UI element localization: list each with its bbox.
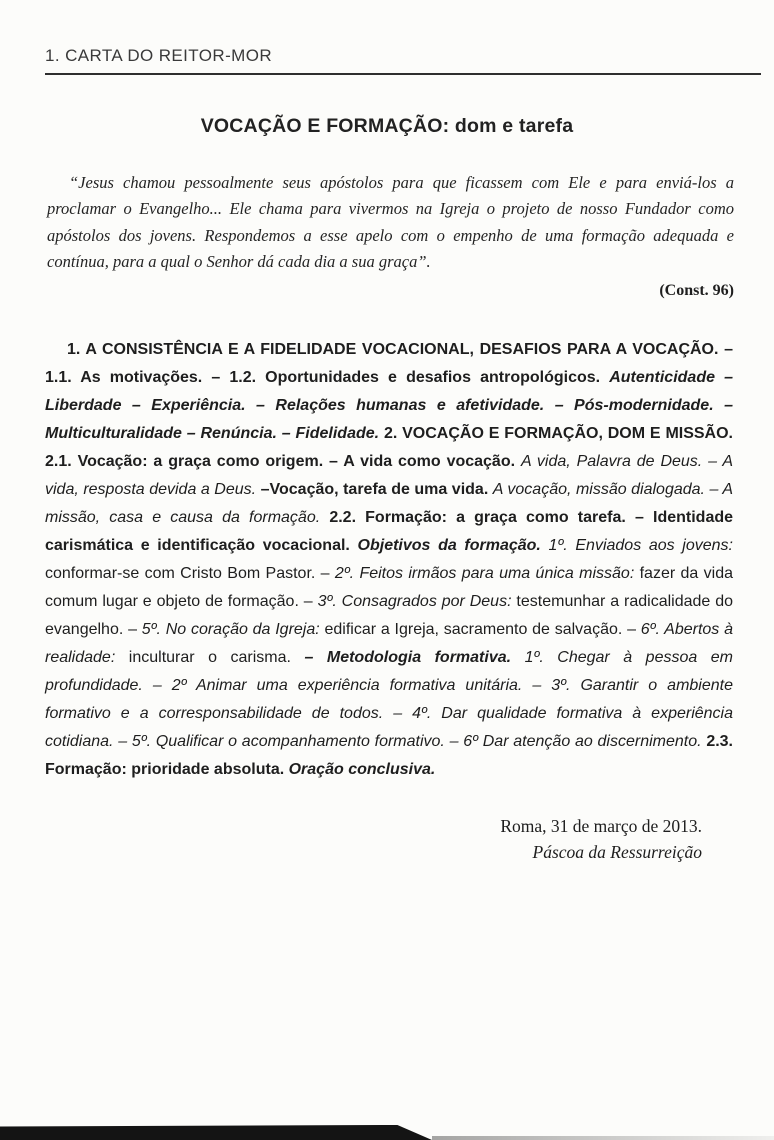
summary-segment: Objetivos da formação.: [357, 536, 549, 554]
summary-segment: inculturar o carisma.: [128, 648, 305, 666]
summary-segment: 1º. Chegar à pessoa em profundidade. – 2º Animar uma experiência formativa unitária. – 3º. Garantir o ambiente formativo e a corresponsabilidade de todos. – 4º. Dar qualidade formativa à experiência cotidiana. – 5º. Qualificar o acompanhamento formativo. – 6º Dar atenção ao discernimento.: [45, 648, 733, 750]
summary-segment: 1º. Enviados aos jovens:: [548, 536, 734, 554]
summary-segment: edificar a Igreja, sacramento de salvação. –: [324, 620, 641, 638]
summary-segment: fazer da vida comum lugar e objeto de formação. –: [45, 564, 734, 610]
chapter-summary-paragraph: [45, 336, 733, 784]
summary-segment: 1. A CONSISTÊNCIA E A FIDELIDADE VOCACIONAL, DESAFIOS PARA A VOCAÇÃO. – 1.1. As motivações. – 1.2. Oportunidades e desafios antropológicos.: [45, 340, 733, 386]
summary-segment: 2.3. Formação: prioridade absoluta.: [45, 732, 733, 778]
summary-segment: conformar-se com Cristo Bom Pastor. –: [45, 564, 335, 582]
quote-attribution: (Const. 96): [659, 281, 734, 299]
summary-segment: –Vocação, tarefa de uma vida.: [260, 480, 493, 498]
dateline: Roma, 31 de março de 2013.: [500, 815, 702, 836]
occasion-line: Páscoa da Ressurreição: [532, 841, 702, 862]
opening-quote: “Jesus chamou pessoalmente seus apóstolos para que ficassem com Ele e para enviá-los a proclamar o Evangelho... Ele chama para vivermos na Igreja o projeto de nosso Fundador como apóstolos dos jovens. Respondemos a esse apelo com o empenho de uma formação adequada e contínua, para a qual o Senhor dá cada dia a sua graça”.: [47, 173, 734, 272]
summary-segment: 2º. Feitos irmãos para uma única missão:: [334, 564, 640, 582]
summary-segment: 3º. Consagrados por Deus:: [317, 592, 517, 610]
summary-segment: 2.2. Formação: a graça como tarefa. – Identidade carismática e identificação vocacional.: [45, 508, 734, 554]
summary-segment: 5º. No coração da Igreja:: [141, 620, 325, 638]
chapter-header: 1. CARTA DO REITOR-MOR: [45, 46, 761, 75]
dateline-block: [0, 816, 774, 863]
summary-segment: A vocação, missão dialogada. – A missão, casa e causa da formação.: [45, 480, 734, 526]
summary-segment: 2. VOCAÇÃO E FORMAÇÃO, DOM E MISSÃO. 2.1. Vocação: a graça como origem. – A vida como vocação.: [45, 424, 734, 470]
summary-segment: – Metodologia formativa.: [304, 648, 525, 666]
summary-segment: 6º. Abertos à realidade:: [45, 620, 733, 666]
page-title: VOCAÇÃO E FORMAÇÃO: dom e tarefa: [200, 115, 574, 137]
summary-segment: A vida, Palavra de Deus. – A vida, resposta devida a Deus.: [45, 452, 734, 498]
summary-segment: Oração conclusiva.: [288, 760, 436, 778]
summary-segment: Autenticidade – Liberdade – Experiência. – Relações humanas e afetividade. – Pós-modernidade. – Multiculturalidade – Renúncia. – Fidelidade.: [45, 368, 733, 442]
summary-segment: testemunhar a radicalidade do evangelho. –: [45, 592, 734, 638]
scan-artifact-bottom-right: [432, 1136, 774, 1140]
scan-artifact-bottom-left: [0, 1125, 432, 1140]
